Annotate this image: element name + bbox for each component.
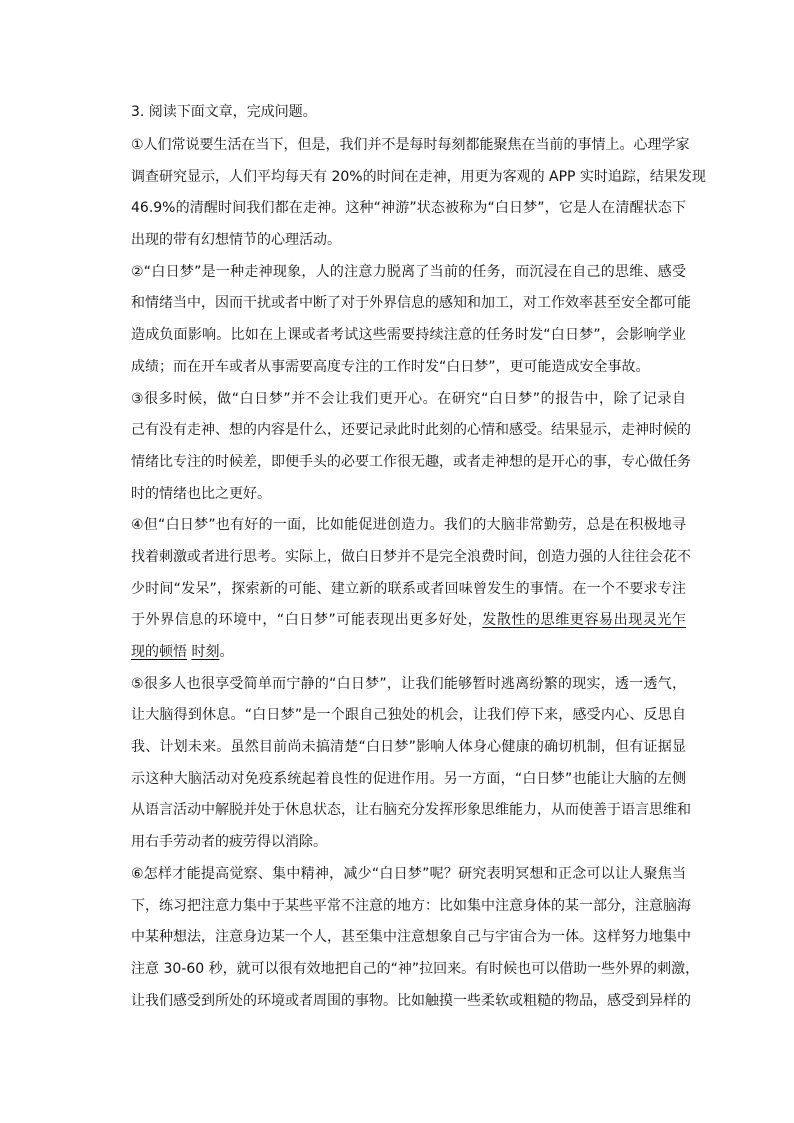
paragraph-2 <box>131 257 691 384</box>
text-line: 造成负面影响。比如在上课或者考试这些需要持续注意的任务时发“白日梦”，会影响学业 <box>131 327 686 344</box>
text-line: 中某种想法，注意身边某一个人，甚至集中注意想象自己与宇宙合为一体。这样努力地集中 <box>131 929 691 946</box>
paragraph-1 <box>131 130 706 257</box>
question-heading: 3. 阅读下面文章，完成问题。 <box>131 104 317 120</box>
text-line: ④但“白日梦”也有好的一面，比如能促进创造力。我们的大脑非常勤劳，总是在积极地寻 <box>131 517 686 534</box>
text-line: 让我们感受到所处的环境或者周围的事物。比如触摸一些柔软或粗糙的物品，感受到异样的 <box>131 992 691 1009</box>
text-line: 找着刺激或者进行思考。实际上，做白日梦并不是完全浪费时间，创造力强的人往往会花不 <box>131 548 691 565</box>
text-line <box>131 605 686 637</box>
text-line: 调查研究显示，人们平均每天有 20%的时间在走神，用更为客观的 APP 实时追踪，结果发现 <box>131 168 706 185</box>
paragraph-3 <box>131 384 691 511</box>
underlined-sentence: 现的顿悟 <box>131 644 187 660</box>
text-line: ③很多时候，做“白日梦”并不会让我们更开心。在研究“白日梦”的报告中，除了记录自 <box>131 390 686 407</box>
text-line: 我、计划未来。虽然目前尚未搞清楚“白日梦”影响人体身心健康的确切机制，但有证据显 <box>131 739 686 756</box>
text-line: 从语言活动中解脱并处于休息状态，让右脑充分发挥形象思维能力，从而使善于语言思维和 <box>131 802 691 819</box>
text-line: ①人们常说要生活在当下，但是，我们并不是每时每刻都能聚焦在当前的事情上。心理学家 <box>131 137 690 153</box>
text-line: 时的情绪也比之更好。 <box>131 485 271 502</box>
text-line: 让大脑得到休息。“白日梦”是一个跟自己独处的机会，让我们停下来，感受内心、反思自 <box>131 707 686 724</box>
text-segment: 。 <box>219 644 234 660</box>
text-line: ⑥怎样才能提高觉察、集中精神，减少“白日梦”呢？研究表明冥想和正念可以让人聚焦当 <box>131 865 686 882</box>
text-line: 出现的带有幻想情节的心理活动。 <box>131 232 341 249</box>
text-line: 46.9%的清醒时间我们都在走神。这种“神游”状态被称为“白日梦”，它是人在清醒状态下 <box>131 200 686 217</box>
text-line: 成绩；而在开车或者从事需要高度专注的工作时发“白日梦”，更可能造成安全事故。 <box>131 358 650 375</box>
text-line: 少时间“发呆”，探索新的可能、建立新的联系或者回味曾发生的事情。在一个不要求专注 <box>131 580 686 597</box>
paragraph-4 <box>131 510 691 668</box>
underlined-word: 时刻 <box>191 644 220 660</box>
text-line: 己有没有走神、想的内容是什么，还要记录此时此刻的心情和感受。结果显示，走神时候的 <box>131 422 691 439</box>
paragraph-5 <box>131 669 691 859</box>
underlined-sentence: 发散性的思维更容易出现灵光乍 <box>482 612 686 629</box>
text-line <box>131 637 686 669</box>
text-line: 注意 30-60 秒，就可以很有效地把自己的“神”拉回来。有时候也可以借助一些外界的刺激， <box>131 960 700 977</box>
text-line: 和情绪当中，因而干扰或者中断了对于外界信息的感知和加工，对工作效率甚至安全都可能 <box>131 295 691 312</box>
text-line: ②“白日梦”是一种走神现象，人的注意力脱离了当前的任务，而沉浸在自己的思维、感受 <box>131 263 686 280</box>
paragraph-6 <box>131 859 700 1017</box>
text-line: 情绪比专注的时候差，即便手头的必要工作很无趣，或者走神想的是开心的事，专心做任务 <box>131 453 691 470</box>
text-line: ⑤很多人也很享受简单而宁静的“白日梦”，让我们能够暂时逃离纷繁的现实，透一透气， <box>131 675 686 692</box>
text-line: 下，练习把注意力集中于某些平常不注意的地方：比如集中注意身体的某一部分，注意脑海 <box>131 897 691 914</box>
text-segment: 于外界信息的环境中，“白日梦”可能表现出更多好处， <box>131 612 483 629</box>
text-line: 示这种大脑活动对免疫系统起着良性的促进作用。另一方面，“白日梦”也能让大脑的左侧 <box>131 770 686 787</box>
text-line: 用右手劳动者的疲劳得以消除。 <box>131 834 327 851</box>
